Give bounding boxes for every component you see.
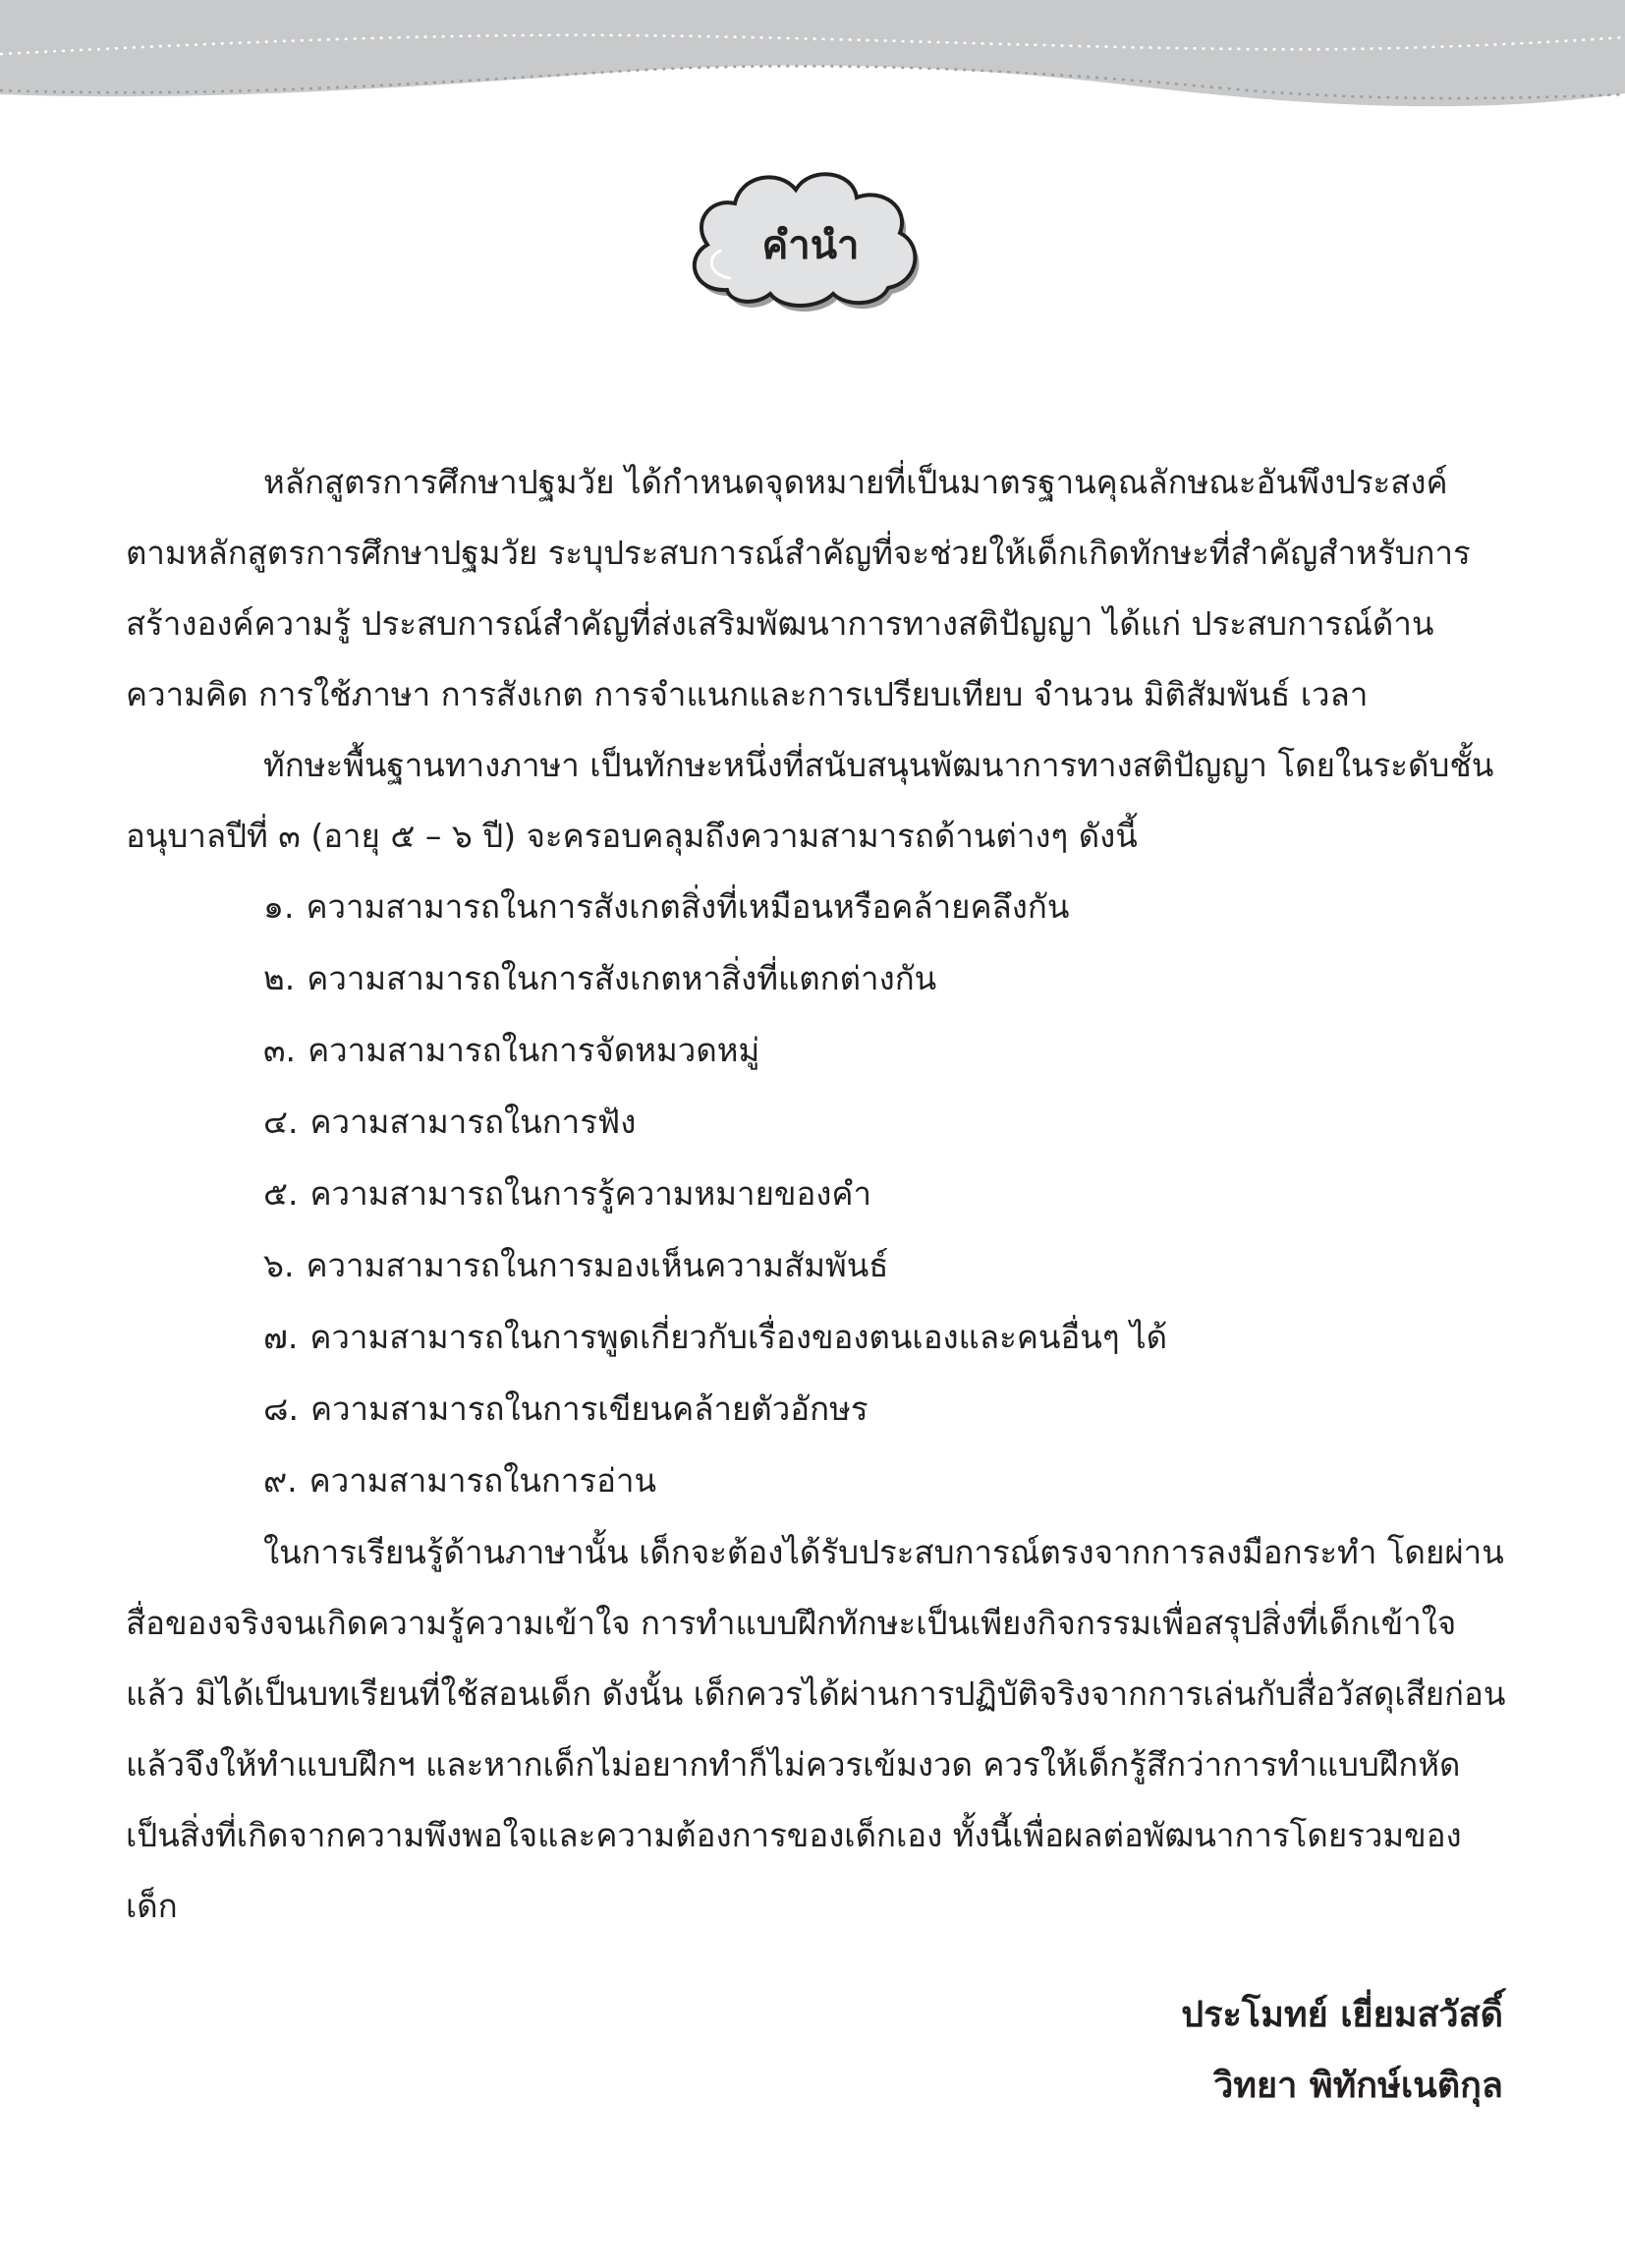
preface-body (126, 447, 1506, 1942)
list-item (126, 1230, 1506, 1302)
list-number: ๒. (263, 959, 296, 997)
intro-paragraph-1: หลักสูตรการศึกษาปฐมวัย ได้กำหนดจุดหมายที่เป็นมาตรฐานคุณลักษณะอันพึงประสงค์ตามหลักสูตรการศึกษาปฐมวัย ระบุประสบการณ์สำคัญที่จะช่วยให้เด็กเกิดทักษะที่สำคัญสำหรับการสร้างองค์ความรู้ ประสบการณ์สำคัญที่ส่งเสริมพัฒนาการทางสติปัญญา ได้แก่ ประสบการณ์ด้านความคิด การใช้ภาษา การสังเกต การจำแนกและการเปรียบเทียบ จำนวน มิติสัมพันธ์ เวลา (126, 463, 1471, 713)
list-text: ความสามารถในการอ่าน (308, 1461, 657, 1500)
author-name: วิทยา พิทักษ์เนติกุล (1213, 2066, 1503, 2106)
closing-paragraph: ในการเรียนรู้ด้านภาษานั้น เด็กจะต้องได้รับประสบการณ์ตรงจากการลงมือกระทำ โดยผ่านสื่อของจริงจนเกิดความรู้ความเข้าใจ การทำแบบฝึกทักษะเป็นเพียงกิจกรรมเพื่อสรุปสิ่งที่เด็กเข้าใจแล้ว มิได้เป็นบทเรียนที่ใช้สอนเด็ก ดังนั้น เด็กควรได้ผ่านการปฏิบัติจริงจากการเล่นกับสื่อวัสดุเสียก่อน แล้วจึงให้ทำแบบฝึกฯ และหากเด็กไม่อยากทำก็ไม่ควรเข้มงวด ควรให้เด็กรู้สึกว่าการทำแบบฝึกหัดเป็นสิ่งที่เกิดจากความพึงพอใจและความต้องการของเด็กเอง ทั้งนี้เพื่อผลต่อพัฒนาการโดยรวมของเด็ก (126, 1533, 1506, 1925)
list-number: ๓. (263, 1031, 297, 1069)
list-item (126, 1446, 1506, 1517)
list-item (126, 1302, 1506, 1374)
list-text: ความสามารถในการมองเห็นความสัมพันธ์ (306, 1246, 889, 1284)
list-number: ๕. (263, 1174, 299, 1213)
list-text: ความสามารถในการฟัง (309, 1103, 637, 1141)
list-text: ความสามารถในการรู้ความหมายของคำ (309, 1174, 872, 1213)
list-item (126, 1087, 1506, 1159)
intro-paragraph-2: ทักษะพื้นฐานทางภาษา เป็นทักษะหนึ่งที่สนับสนุนพัฒนาการทางสติปัญญา โดยในระดับชั้นอนุบาลปีที่ ๓ (อายุ ๕ – ๖ ปี) จะครอบคลุมถึงความสามารถด้านต่างๆ ดังนี้ (126, 746, 1494, 855)
page-title: คำนำ (761, 223, 860, 268)
list-text: ความสามารถในการเขียนคล้ายตัวอักษร (309, 1389, 869, 1428)
list-number: ๔. (263, 1103, 299, 1141)
list-item (126, 1374, 1506, 1446)
wave-decoration (0, 0, 1625, 138)
list-text: ความสามารถในการจัดหมวดหมู่ (308, 1031, 760, 1069)
list-number: ๖. (263, 1246, 295, 1284)
list-number: ๙. (263, 1461, 298, 1500)
header-band (0, 0, 1625, 138)
list-item (126, 1015, 1506, 1087)
list-number: ๗. (263, 1318, 299, 1356)
list-text: ความสามารถในการสังเกตสิ่งที่เหมือนหรือคล้ายคลึงกัน (306, 887, 1070, 926)
list-item (126, 1159, 1506, 1230)
list-item (126, 872, 1506, 943)
list-item (126, 943, 1506, 1015)
list-number: ๑. (263, 887, 295, 926)
author-name: ประโมทย์ เยี่ยมสวัสดิ์ (1181, 1995, 1503, 2035)
title-cloud (688, 162, 933, 324)
list-number: ๘. (263, 1389, 299, 1428)
abilities-list (126, 872, 1506, 1517)
list-text: ความสามารถในการพูดเกี่ยวกับเรื่องของตนเองและคนอื่นๆ ได้ (309, 1318, 1168, 1356)
signature-block (1181, 1980, 1503, 2122)
list-text: ความสามารถในการสังเกตหาสิ่งที่แตกต่างกัน (307, 959, 937, 997)
